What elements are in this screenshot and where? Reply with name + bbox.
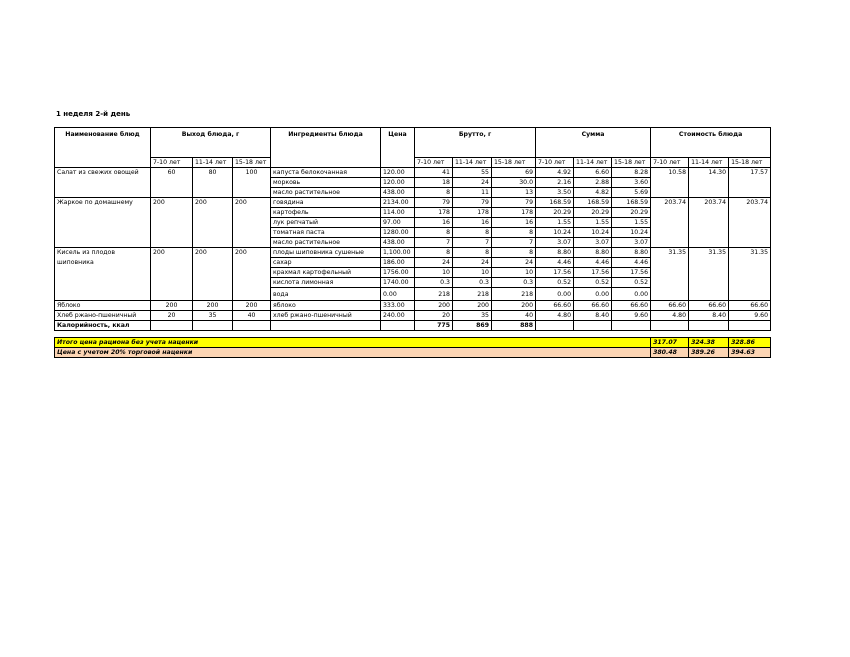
ingredient-name: сахар (271, 258, 381, 268)
gross-cell: 8 (453, 228, 492, 238)
calories-row (55, 321, 771, 331)
gross-cell: 7 (492, 238, 536, 248)
price-cell: 2134.00 (381, 198, 415, 208)
sum-cell: 2.16 (536, 178, 574, 188)
cost-cell: 14.30 (689, 168, 729, 198)
output-cell: 200 (233, 301, 271, 311)
sum-cell: 168.59 (574, 198, 612, 208)
cost-cell: 8.40 (689, 311, 729, 321)
table-row (55, 248, 771, 258)
gross-cell: 200 (415, 301, 453, 311)
sum-cell: 1.55 (574, 218, 612, 228)
empty-cell (651, 321, 689, 331)
age-header: 7-10 лет (151, 158, 193, 168)
gross-cell: 10 (415, 268, 453, 278)
sum-cell: 66.60 (536, 301, 574, 311)
sum-cell: 10.24 (574, 228, 612, 238)
ingredient-name: хлеб ржано-пшеничный (271, 311, 381, 321)
empty-cell (729, 321, 771, 331)
cost-cell: 66.60 (729, 301, 771, 311)
gross-cell: 11 (453, 188, 492, 198)
markup-row (55, 348, 771, 358)
ingredient-name: картофель (271, 208, 381, 218)
age-header: 7-10 лет (536, 158, 574, 168)
ingredient-name: масло растительное (271, 188, 381, 198)
price-cell: 1756.00 (381, 268, 415, 278)
header-ingredients: Ингредиенты блюда (271, 128, 381, 168)
output-cell: 200 (151, 248, 193, 301)
cost-cell: 4.80 (651, 311, 689, 321)
empty-cell (271, 321, 381, 331)
output-cell: 200 (193, 248, 233, 301)
sum-cell: 17.56 (612, 268, 651, 278)
empty-cell (612, 321, 651, 331)
ingredient-name: яблоко (271, 301, 381, 311)
sum-cell: 66.60 (574, 301, 612, 311)
sum-cell: 3.50 (536, 188, 574, 198)
output-cell: 200 (151, 301, 193, 311)
gross-cell: 69 (492, 168, 536, 178)
sum-cell: 1.55 (612, 218, 651, 228)
ingredient-name: морковь (271, 178, 381, 188)
age-header: 15-18 лет (492, 158, 536, 168)
sum-cell: 6.60 (574, 168, 612, 178)
gross-cell: 24 (415, 258, 453, 268)
sum-cell: 20.29 (536, 208, 574, 218)
empty-cell (233, 321, 271, 331)
gross-cell: 55 (453, 168, 492, 178)
gross-cell: 10 (453, 268, 492, 278)
price-cell: 1280.00 (381, 228, 415, 238)
sum-cell: 4.46 (536, 258, 574, 268)
output-cell: 100 (233, 168, 271, 198)
age-header: 15-18 лет (233, 158, 271, 168)
gross-cell: 79 (415, 198, 453, 208)
gross-cell: 7 (453, 238, 492, 248)
ingredient-name: крахмал картофельный (271, 268, 381, 278)
sum-cell: 1.55 (536, 218, 574, 228)
gross-cell: 8 (492, 228, 536, 238)
gross-cell: 218 (492, 288, 536, 301)
sum-cell: 8.80 (612, 248, 651, 258)
ingredient-name: лук репчатый (271, 218, 381, 228)
output-cell: 200 (193, 301, 233, 311)
cost-cell: 203.74 (729, 198, 771, 248)
gross-cell: 178 (415, 208, 453, 218)
output-cell: 200 (233, 198, 271, 248)
header-sum: Сумма (536, 128, 651, 158)
sum-cell: 10.24 (612, 228, 651, 238)
total-row (55, 338, 771, 348)
sum-cell: 3.07 (536, 238, 574, 248)
output-cell: 20 (151, 311, 193, 321)
price-cell: 114.00 (381, 208, 415, 218)
calories-value: 888 (492, 321, 536, 331)
page-title: 1 неделя 2-й день (56, 110, 131, 118)
sum-cell: 8.28 (612, 168, 651, 178)
gross-cell: 40 (492, 311, 536, 321)
gross-cell: 20 (415, 311, 453, 321)
sum-cell: 8.80 (536, 248, 574, 258)
cost-cell: 10.58 (651, 168, 689, 198)
sum-cell: 8.80 (574, 248, 612, 258)
dish-name: Кисель из плодов шиповника (55, 248, 151, 301)
sum-cell: 3.07 (612, 238, 651, 248)
gross-cell: 200 (492, 301, 536, 311)
gross-cell: 8 (415, 248, 453, 258)
age-header: 7-10 лет (415, 158, 453, 168)
sum-cell: 168.59 (536, 198, 574, 208)
dish-name: Яблоко (55, 301, 151, 311)
ingredient-name: капуста белокочанная (271, 168, 381, 178)
calories-value: 869 (453, 321, 492, 331)
age-header: 11-14 лет (574, 158, 612, 168)
spacer-row (55, 331, 771, 338)
cost-cell: 9.60 (729, 311, 771, 321)
gross-cell: 178 (453, 208, 492, 218)
sum-cell: 20.29 (574, 208, 612, 218)
ingredient-name: кислота лимонная (271, 278, 381, 288)
gross-cell: 0.3 (492, 278, 536, 288)
table-row (55, 301, 771, 311)
sum-cell: 9.60 (612, 311, 651, 321)
price-cell: 333.00 (381, 301, 415, 311)
output-cell: 40 (233, 311, 271, 321)
empty-cell (193, 321, 233, 331)
gross-cell: 178 (492, 208, 536, 218)
sum-cell: 20.29 (612, 208, 651, 218)
output-cell: 60 (151, 168, 193, 198)
output-cell: 200 (233, 248, 271, 301)
price-cell: 438.00 (381, 238, 415, 248)
age-header: 11-14 лет (453, 158, 492, 168)
sum-cell: 0.00 (574, 288, 612, 301)
sum-cell: 4.82 (574, 188, 612, 198)
sum-cell: 17.56 (574, 268, 612, 278)
gross-cell: 8 (415, 228, 453, 238)
gross-cell: 41 (415, 168, 453, 178)
gross-cell: 79 (453, 198, 492, 208)
output-cell: 35 (193, 311, 233, 321)
sum-cell: 4.92 (536, 168, 574, 178)
gross-cell: 16 (415, 218, 453, 228)
gross-cell: 16 (453, 218, 492, 228)
empty-cell (151, 321, 193, 331)
gross-cell: 218 (415, 288, 453, 301)
empty-cell (689, 321, 729, 331)
sum-cell: 168.59 (612, 198, 651, 208)
gross-cell: 218 (453, 288, 492, 301)
age-header: 15-18 лет (612, 158, 651, 168)
dish-name: Хлеб ржано-пшеничный (55, 311, 151, 321)
sum-cell: 8.40 (574, 311, 612, 321)
cost-cell: 66.60 (651, 301, 689, 311)
header-dish: Наименование блюд (55, 128, 151, 168)
header-price: Цена (381, 128, 415, 168)
header-cost: Стоимость блюда (651, 128, 771, 158)
cost-cell: 31.35 (689, 248, 729, 301)
gross-cell: 8 (415, 188, 453, 198)
total-value: 317.07 (651, 338, 689, 348)
gross-cell: 13 (492, 188, 536, 198)
empty-cell (536, 321, 574, 331)
price-cell: 1740.00 (381, 278, 415, 288)
menu-table (54, 127, 771, 358)
sum-cell: 10.24 (536, 228, 574, 238)
output-cell: 200 (151, 198, 193, 248)
sum-cell: 66.60 (612, 301, 651, 311)
header-row (55, 128, 771, 158)
price-cell: 120.00 (381, 178, 415, 188)
ingredient-name: масло растительное (271, 238, 381, 248)
total-label: Итого цена рациона без учета наценки (55, 338, 651, 348)
gross-cell: 0.3 (415, 278, 453, 288)
age-header: 7-10 лет (651, 158, 689, 168)
ingredient-name: вода (271, 288, 381, 301)
markup-value: 394.63 (729, 348, 771, 358)
sum-cell: 3.07 (574, 238, 612, 248)
markup-value: 389.26 (689, 348, 729, 358)
gross-cell: 200 (453, 301, 492, 311)
cost-cell: 66.60 (689, 301, 729, 311)
gross-cell: 18 (415, 178, 453, 188)
sum-cell: 0.52 (612, 278, 651, 288)
age-header: 11-14 лет (689, 158, 729, 168)
gross-cell: 8 (453, 248, 492, 258)
header-output: Выход блюда, г (151, 128, 271, 158)
table-row (55, 311, 771, 321)
sum-cell: 0.52 (536, 278, 574, 288)
calories-value: 775 (415, 321, 453, 331)
price-cell: 438.00 (381, 188, 415, 198)
gross-cell: 24 (453, 178, 492, 188)
header-gross: Брутто, г (415, 128, 536, 158)
empty-cell (381, 321, 415, 331)
gross-cell: 8 (492, 248, 536, 258)
gross-cell: 16 (492, 218, 536, 228)
age-header: 15-18 лет (729, 158, 771, 168)
table-row (55, 198, 771, 208)
spacer-cell (55, 331, 771, 338)
dish-name: Салат из свежих овощей (55, 168, 151, 198)
dish-name: Жаркое по домашнему (55, 198, 151, 248)
total-value: 328.86 (729, 338, 771, 348)
sum-cell: 3.60 (612, 178, 651, 188)
price-cell: 97.00 (381, 218, 415, 228)
sum-cell: 4.80 (536, 311, 574, 321)
gross-cell: 24 (492, 258, 536, 268)
sum-cell: 0.00 (612, 288, 651, 301)
price-cell: 1,100.00 (381, 248, 415, 258)
price-cell: 240.00 (381, 311, 415, 321)
markup-label: Цена с учетом 20% торговой наценки (55, 348, 651, 358)
output-cell: 80 (193, 168, 233, 198)
calories-label: Калорийность, ккал (55, 321, 151, 331)
gross-cell: 79 (492, 198, 536, 208)
ingredient-name: плоды шиповника сушеные (271, 248, 381, 258)
cost-cell: 17.57 (729, 168, 771, 198)
total-value: 324.38 (689, 338, 729, 348)
price-cell: 186.00 (381, 258, 415, 268)
sum-cell: 0.52 (574, 278, 612, 288)
markup-value: 380.48 (651, 348, 689, 358)
price-cell: 120.00 (381, 168, 415, 178)
price-cell: 0.00 (381, 288, 415, 301)
sum-cell: 0.00 (536, 288, 574, 301)
age-header: 11-14 лет (193, 158, 233, 168)
output-cell: 200 (193, 198, 233, 248)
gross-cell: 7 (415, 238, 453, 248)
gross-cell: 24 (453, 258, 492, 268)
table-row (55, 168, 771, 178)
sum-cell: 4.46 (574, 258, 612, 268)
gross-cell: 10 (492, 268, 536, 278)
ingredient-name: говядина (271, 198, 381, 208)
empty-cell (574, 321, 612, 331)
cost-cell: 203.74 (689, 198, 729, 248)
cost-cell: 31.35 (651, 248, 689, 301)
ingredient-name: томатная паста (271, 228, 381, 238)
gross-cell: 35 (453, 311, 492, 321)
sum-cell: 5.69 (612, 188, 651, 198)
cost-cell: 31.35 (729, 248, 771, 301)
cost-cell: 203.74 (651, 198, 689, 248)
sum-cell: 17.56 (536, 268, 574, 278)
sum-cell: 2.88 (574, 178, 612, 188)
sum-cell: 4.46 (612, 258, 651, 268)
gross-cell: 30.0 (492, 178, 536, 188)
gross-cell: 0.3 (453, 278, 492, 288)
